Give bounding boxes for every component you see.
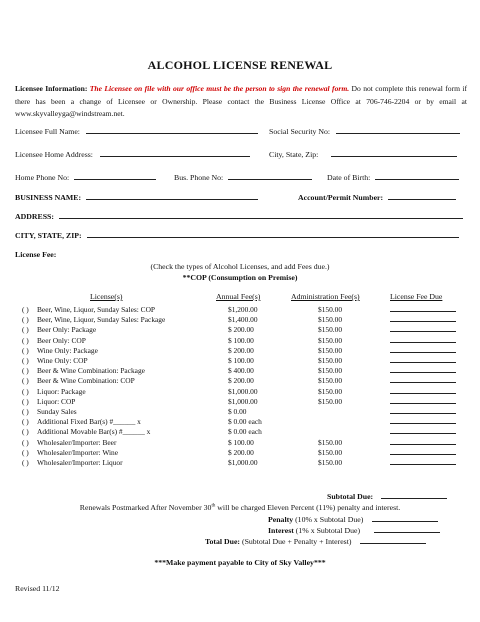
license-name: Wine Only: Package: [37, 345, 98, 355]
ssn-label: Social Security No:: [269, 127, 331, 136]
home-phone-label: Home Phone No:: [15, 173, 70, 182]
interest-row: [268, 526, 440, 535]
fee-due-line: [390, 366, 456, 373]
license-name: Wholesaler/Importer: Liquor: [37, 458, 123, 467]
ssn-blank[interactable]: [336, 127, 460, 134]
license-checkbox[interactable]: ( ): [22, 305, 29, 314]
home-phone-blank[interactable]: [74, 173, 156, 180]
license-name: Beer & Wine Combination: COP: [37, 376, 135, 386]
dob-field: [327, 173, 459, 182]
bus-phone-field: [174, 173, 312, 182]
admin-fee: $150.00: [318, 376, 343, 386]
city-blank[interactable]: [87, 231, 459, 238]
penalty-row: [268, 515, 438, 524]
annual-fee: $ 100.00: [228, 335, 254, 345]
license-name: Beer, Wine, Liquor, Sunday Sales: Package: [37, 315, 166, 325]
fee-due-line: [390, 448, 456, 455]
license-checkbox[interactable]: ( ): [22, 437, 29, 447]
fee-due-line: [390, 458, 456, 465]
license-checkbox[interactable]: ( ): [22, 356, 29, 365]
business-name-field: [15, 193, 258, 202]
license-name: Beer Only: COP: [37, 335, 86, 345]
license-checkbox[interactable]: ( ): [22, 335, 29, 345]
penalty-blank[interactable]: [372, 515, 438, 522]
license-checkbox[interactable]: ( ): [22, 407, 29, 416]
fee-due-line: [390, 325, 456, 332]
total-label: Total Due:: [205, 537, 241, 546]
annual-fee: $ 200.00: [228, 447, 254, 457]
fee-due-blank[interactable]: [390, 315, 456, 324]
cop-note: **COP (Consumption on Premise): [182, 273, 298, 282]
fee-due-line: [390, 438, 456, 445]
license-name: Additional Movable Bar(s) #______ x: [37, 427, 151, 437]
fee-due-blank[interactable]: [390, 417, 456, 426]
admin-fee: $150.00: [318, 305, 343, 314]
account-field: [298, 193, 456, 202]
dob-blank[interactable]: [375, 173, 459, 180]
fee-due-line: [390, 356, 456, 363]
fee-due-line: [390, 305, 456, 312]
header-admin-fees: Administration Fee(s): [291, 292, 360, 301]
fee-due-blank[interactable]: [390, 305, 456, 314]
dob-label: Date of Birth:: [327, 173, 371, 182]
home-address-blank[interactable]: [100, 150, 250, 157]
fee-due-blank[interactable]: [390, 346, 456, 355]
license-checkbox[interactable]: ( ): [22, 376, 29, 386]
admin-fee: $150.00: [318, 315, 343, 325]
annual-fee: $ 100.00: [228, 356, 254, 365]
renewals-text-a: Renewals Postmarked After November 30: [79, 503, 212, 512]
fee-due-blank[interactable]: [390, 448, 456, 457]
license-checkbox[interactable]: ( ): [22, 325, 29, 335]
renewals-sup: th: [211, 503, 216, 509]
revised-date: Revised 11/12: [15, 584, 60, 593]
admin-fee: $150.00: [318, 396, 343, 406]
fee-due-blank[interactable]: [390, 336, 456, 345]
license-checkbox[interactable]: ( ): [22, 396, 29, 406]
admin-fee: $150.00: [318, 386, 343, 396]
full-name-blank[interactable]: [86, 127, 258, 134]
fee-due-line: [390, 417, 456, 424]
license-checkbox[interactable]: ( ): [22, 315, 29, 325]
fee-due-line: [390, 427, 456, 434]
info-label: Licensee Information:: [15, 84, 88, 93]
license-name: Liquor: Package: [37, 386, 86, 396]
bus-phone-label: Bus. Phone No:: [174, 173, 224, 182]
header-annual-fees: Annual Fee(s): [216, 292, 261, 301]
interest-label: Interest: [268, 526, 294, 535]
info-text: Do not complete this renewal form if there has been a change of Licensee or Ownership. Please contact the Business License Office at 706-746-2204 or by email at www.skyvalleyga@windstream.net.: [15, 84, 468, 118]
penalty-label: Penalty: [268, 515, 294, 524]
annual-fee: $1,000.00: [228, 458, 258, 467]
account-label: Account/Permit Number:: [298, 193, 384, 202]
full-name-field: [15, 127, 258, 136]
fee-due-line: [390, 407, 456, 414]
license-name: Beer & Wine Combination: Package: [37, 366, 145, 376]
fee-due-line: [390, 346, 456, 353]
license-checkbox[interactable]: ( ): [22, 427, 29, 437]
city-state-zip-field: [269, 150, 457, 159]
city-label: CITY, STATE, ZIP:: [15, 231, 82, 240]
fee-due-blank[interactable]: [390, 356, 456, 365]
license-checkbox[interactable]: ( ): [22, 447, 29, 457]
fee-due-line: [390, 387, 456, 394]
license-checkbox[interactable]: ( ): [22, 366, 29, 376]
fee-due-blank[interactable]: [390, 397, 456, 406]
fee-due-line: [390, 376, 456, 383]
admin-fee: $150.00: [318, 356, 343, 365]
address-label: ADDRESS:: [15, 212, 54, 221]
admin-fee: $150.00: [318, 458, 343, 467]
bus-phone-blank[interactable]: [228, 173, 312, 180]
annual-fee: $1,200.00: [228, 305, 258, 314]
fee-due-line: [390, 397, 456, 404]
ssn-field: [269, 127, 460, 136]
penalty-formula: (10% x Subtotal Due): [293, 515, 364, 524]
fee-due-line: [390, 315, 456, 322]
license-checkbox[interactable]: ( ): [22, 386, 29, 396]
total-blank[interactable]: [360, 537, 426, 544]
license-name: Additional Fixed Bar(s) #______ x: [37, 417, 141, 427]
annual-fee: $ 200.00: [228, 345, 254, 355]
total-row: [205, 537, 426, 546]
home-phone-field: [15, 173, 156, 182]
fee-due-blank[interactable]: [390, 438, 456, 447]
fee-due-blank[interactable]: [390, 366, 456, 375]
interest-formula: (1% x Subtotal Due): [293, 526, 361, 535]
info-warning: The Licensee on file with our office must be the person to sign the renewal form.: [89, 84, 350, 93]
payable-note: ***Make payment payable to City of Sky Valley***: [154, 558, 326, 567]
business-name-label: BUSINESS NAME:: [15, 193, 82, 202]
fee-instruction: (Check the types of Alcohol Licenses, and add Fees due.): [150, 262, 330, 271]
license-checkbox[interactable]: ( ): [22, 345, 29, 355]
annual-fee: $1,400.00: [228, 315, 258, 325]
city-state-zip-blank[interactable]: [331, 150, 457, 157]
header-fee-due: License Fee Due: [390, 292, 443, 301]
license-checkbox[interactable]: ( ): [22, 458, 29, 467]
license-name: Wholesaler/Importer: Wine: [37, 447, 119, 457]
license-fee-label: License Fee:: [15, 250, 57, 259]
renewals-note: [0, 503, 480, 512]
home-address-label: Licensee Home Address:: [15, 150, 93, 159]
fee-due-blank[interactable]: [390, 407, 456, 416]
home-address-field: [15, 150, 250, 159]
admin-fee: $150.00: [318, 366, 343, 376]
annual-fee: $1,000.00: [228, 386, 258, 396]
admin-fee: $150.00: [318, 447, 343, 457]
license-name: Beer Only: Package: [37, 325, 97, 335]
licensee-information: [15, 83, 467, 121]
license-name: Wine Only: COP: [37, 356, 88, 365]
annual-fee: $ 0.00 each: [228, 427, 262, 437]
license-name: Beer, Wine, Liquor, Sunday Sales: COP: [37, 305, 156, 314]
annual-fee: $ 0.00 each: [228, 417, 262, 427]
fee-due-blank[interactable]: [390, 458, 456, 467]
city-state-zip-label: City, State, Zip:: [269, 150, 319, 159]
annual-fee: $ 400.00: [228, 366, 254, 376]
city-field: [15, 231, 459, 240]
total-formula: (Subtotal Due + Penalty + Interest): [240, 537, 352, 546]
full-name-label: Licensee Full Name:: [15, 127, 80, 136]
annual-fee: $1,000.00: [228, 396, 258, 406]
subtotal-row: [327, 492, 447, 501]
page-title: ALCOHOL LICENSE RENEWAL: [147, 58, 333, 72]
fee-due-blank[interactable]: [390, 387, 456, 396]
annual-fee: $ 100.00: [228, 437, 254, 447]
fee-due-blank[interactable]: [390, 427, 456, 436]
fee-due-blank[interactable]: [390, 325, 456, 334]
fee-due-blank[interactable]: [390, 376, 456, 385]
admin-fee: $150.00: [318, 325, 343, 335]
annual-fee: $ 0.00: [228, 407, 247, 416]
license-name: Liquor: COP: [37, 396, 76, 406]
admin-fee: $150.00: [318, 345, 343, 355]
business-name-blank[interactable]: [86, 193, 258, 200]
header-licenses: License(s): [90, 292, 123, 301]
subtotal-blank[interactable]: [381, 492, 447, 499]
admin-fee: $150.00: [318, 335, 343, 345]
annual-fee: $ 200.00: [228, 376, 254, 386]
fee-due-line: [390, 336, 456, 343]
address-blank[interactable]: [59, 212, 463, 219]
license-name: Wholesaler/Importer: Beer: [37, 437, 117, 447]
annual-fee: $ 200.00: [228, 325, 254, 335]
address-field: [15, 212, 463, 221]
license-checkbox[interactable]: ( ): [22, 417, 29, 427]
account-blank[interactable]: [388, 193, 456, 200]
license-name: Sunday Sales: [37, 407, 77, 416]
subtotal-label: Subtotal Due:: [327, 492, 374, 501]
admin-fee: $150.00: [318, 437, 343, 447]
renewals-text-b: will be charged Eleven Percent (11%) penalty and interest.: [215, 503, 401, 512]
interest-blank[interactable]: [374, 526, 440, 533]
